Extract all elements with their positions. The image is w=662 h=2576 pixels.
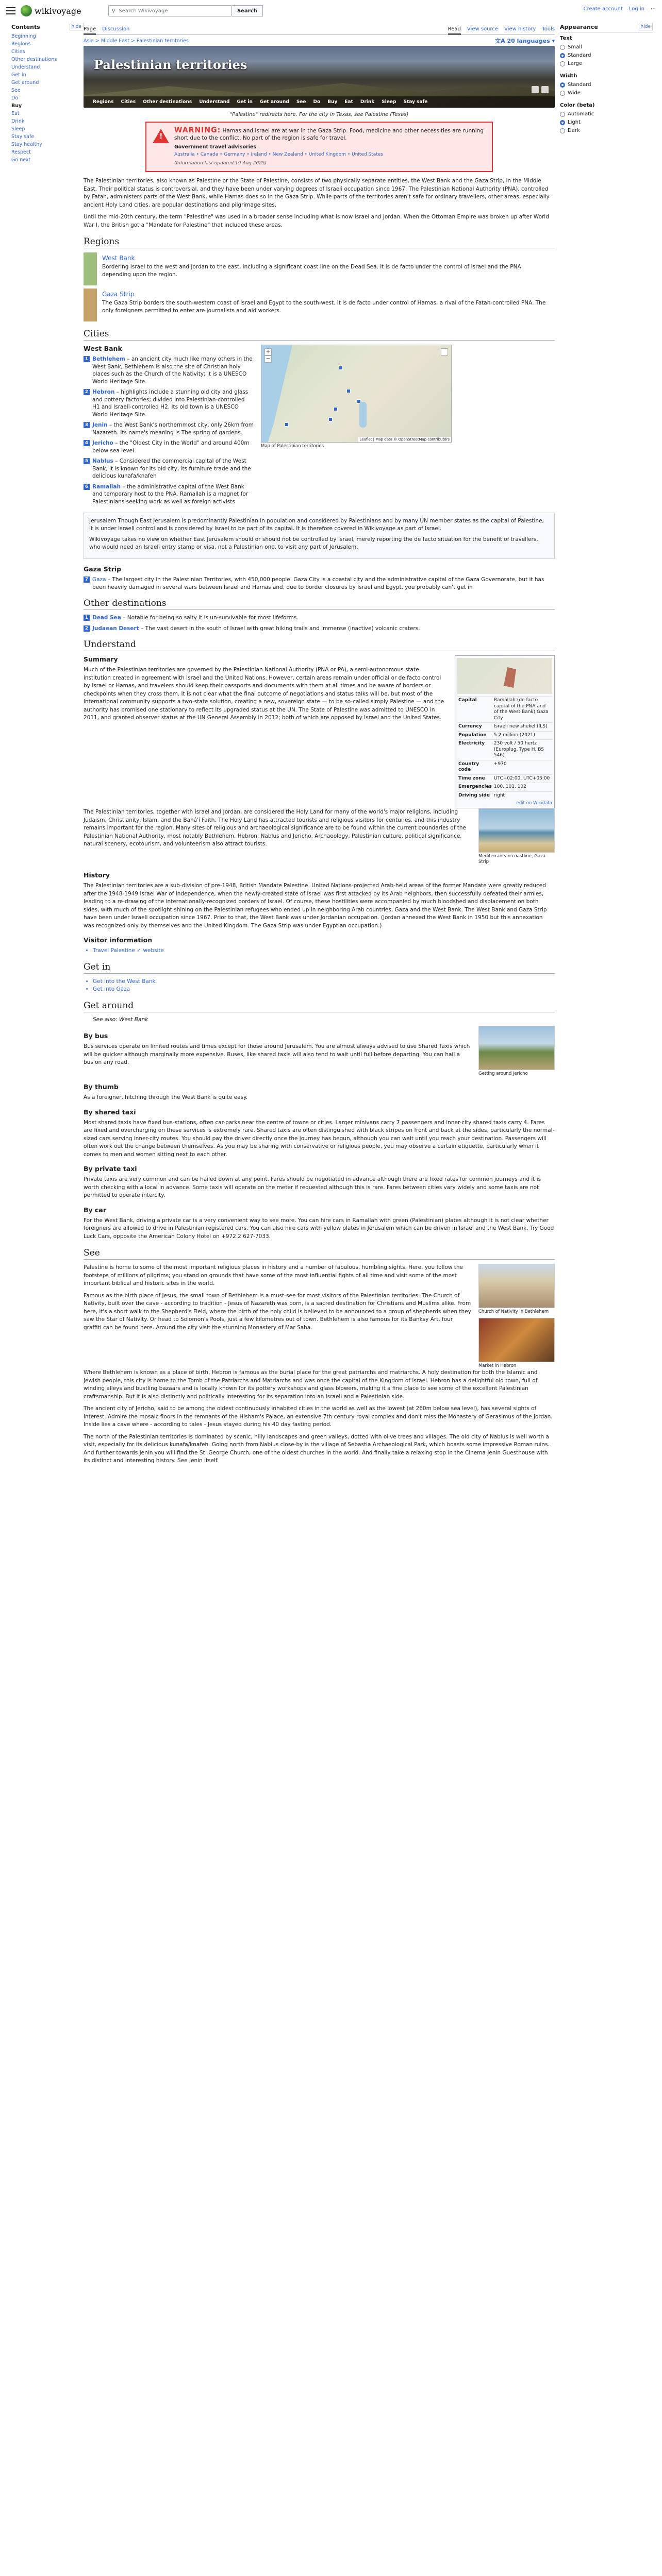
toc-item[interactable]: Stay safe: [11, 134, 35, 140]
infobox-row: [457, 731, 552, 740]
radio-label: Standard: [568, 82, 591, 88]
list-item: [84, 457, 254, 480]
list-item-body: [92, 614, 299, 622]
region-link[interactable]: Gaza Strip: [102, 291, 135, 298]
by-thumb-paragraph: As a foreigner, hitching through the West Bank is quite easy.: [84, 1094, 248, 1100]
visitor-info-heading: Visitor information: [84, 936, 153, 944]
get-in-list: [84, 978, 555, 993]
infobox-row: [457, 697, 552, 723]
region-text: [97, 252, 555, 285]
radio-option[interactable]: [560, 89, 653, 97]
infobox-row: [457, 791, 552, 800]
get-around-heading: Get around: [84, 1001, 555, 1012]
photos-see: [478, 1264, 555, 1369]
marker-number: 2: [84, 389, 90, 395]
share-icon[interactable]: [541, 86, 549, 93]
tab-page[interactable]: Page: [84, 26, 96, 35]
photo-gaza: [478, 808, 555, 865]
banner-nav-item[interactable]: Eat: [344, 99, 353, 105]
site-name: wikivoyage: [35, 6, 81, 16]
see-paragraph: The north of the Palestinian territories is dominated by scenic, hilly landscapes and green valleys, dotted with olive trees and villages. The old city of Nablus is well worth a visit, especially for its delicious kunafa/knafeh. Going north from Nablus close-by is the village of Sebastia Archaeological Park, which boasts some impressive Roman ruins. And further towards Jenin you will find the St. George Church, one of the oldest churches in the world. And finally take a relaxing stop in the Cinema Jenin Guesthouse with its distinct and interesting history. See Jenin itself.: [84, 1433, 550, 1464]
intro-paragraph: The Palestinian territories, also known as Palestine or the State of Palestine, consists of two physically separate entities, the West Bank and the Gaza Strip, in the Middle East. Their political status is controversial, and they have been under varying degrees of Israeli occupation since 1967. The Palestinian National Authority (PNA), controlled by Fatah, administers parts of the West Bank, while Hamas does so in the Gaza Strip. While parts of the territories aren't safe for ordinary travellers, other areas, especially ancient Holy Land cities, are popular destinations and pilgrimage sites.: [84, 178, 550, 208]
city-text: – highlights include a stunning old city and glass and pottery factories; divided into Palestinian-controlled H1 and Israeli-controlled H2. Its old town is a UNESCO World Heritage Site.: [92, 389, 249, 418]
zoom-out-button[interactable]: −: [264, 355, 272, 363]
marker-number: 7: [84, 577, 90, 583]
banner-nav-item[interactable]: Other destinations: [143, 99, 192, 105]
infobox-row: [457, 774, 552, 783]
toc-item[interactable]: Sleep: [11, 126, 25, 132]
locator-map: [457, 658, 552, 694]
list-item[interactable]: • Get into Gaza: [93, 986, 555, 993]
region-description: Bordering Israel to the west and Jordan to the east, including a significant coast line on the Dead Sea. It is de facto under the control of Israel and the PNA depending upon the region.: [102, 264, 521, 278]
region-item: [84, 289, 555, 321]
city-link[interactable]: Hebron: [92, 389, 115, 395]
infobox-row: [457, 760, 552, 774]
infobox-value: UTC+02:00, UTC+03:00: [493, 774, 552, 783]
history-heading: History: [84, 871, 110, 879]
radio-label: Dark: [568, 128, 580, 133]
map-marker[interactable]: [346, 389, 351, 393]
languages-label: 20 languages: [507, 37, 550, 44]
region-color-swatch: [84, 252, 97, 285]
tab-tools[interactable]: Tools: [542, 26, 555, 32]
toc-item[interactable]: Get around: [11, 80, 39, 86]
intro-paragraph: Until the mid-20th century, the term "Palestine" was used in a broader sense including what is now Israel and Jordan. When the Ottoman Empire was broken up after World War I, the British got a "Mandate for Palestine" that included these areas.: [84, 214, 549, 228]
appearance-hide-button[interactable]: hide: [639, 24, 653, 30]
infobox-key: Time zone: [457, 774, 493, 783]
city-link[interactable]: Nablus: [92, 458, 113, 464]
by-car-paragraph: For the West Bank, driving a private car is a very convenient way to see more. You can hire cars in Ramallah with green (Palestinian) plates although it is not clear whether foreigners are allowed to drive in Palestinian registered cars. You can also hire cars with yellow plates in Jerusalem which can be driven in Israel and the West Bank. Try Good Luck Cars, opposite the American Colony Hotel on +972 2 627-7033.: [84, 1217, 554, 1240]
gaza-cities: [84, 576, 555, 591]
infobox-key: Driving side: [457, 791, 493, 800]
church-nativity-image[interactable]: [478, 1264, 555, 1308]
map-marker[interactable]: [328, 417, 333, 421]
toc-item[interactable]: Do: [11, 95, 19, 101]
cities-heading: Cities: [84, 329, 555, 341]
by-shared-taxi-paragraph: Most shared taxis have fixed bus-stations, often car-parks near the centre of towns or cities. Larger minivans carry 7 passengers and inner-city shared taxis carry 4. Fares are fixed and overcharging on these services is extremely rare. Shared taxis are often distinguished with black stripes on front and back at the sides, particularly the normal-sized cars serving inner-city routes. You should pay the driver directly once the journey has begun, although you can wait until you reach your destination. Passengers will often work out the change between themselves. As you may be sharing with conservative or religious people, you may observe a certain etiquette, particularly when it comes to men and women sitting next to each other.: [84, 1119, 555, 1158]
tab-discussion[interactable]: Discussion: [102, 26, 130, 32]
banner-nav: [84, 96, 555, 108]
tabs-right: [448, 26, 555, 35]
create-account-link[interactable]: Create account: [583, 6, 623, 12]
gov-advisories-title: Government travel advisories: [174, 144, 257, 150]
city-text: – the administrative capital of the West Bank and temporary host to the PNA. Ramallah is a magnet for Palestinians seeking work as well as foreign activists: [92, 483, 249, 505]
city-text: – the "Oldest City in the World" and around 400m below sea level: [92, 440, 250, 454]
list-item: [84, 439, 254, 454]
toc-title-text: Contents: [11, 24, 40, 30]
toc-item[interactable]: Go next: [11, 157, 31, 163]
tab-read[interactable]: Read: [448, 26, 461, 35]
see-heading: See: [84, 1248, 555, 1260]
infobox-key: Population: [457, 731, 493, 740]
hatnote: "Palestine" redirects here. For the city in Texas, see Palestine (Texas): [229, 112, 409, 117]
hebron-market-image[interactable]: [478, 1318, 555, 1362]
user-links: [584, 6, 656, 12]
site-logo[interactable]: [21, 5, 93, 16]
list-item: [84, 355, 254, 385]
banner-nav-item[interactable]: Get in: [237, 99, 253, 105]
banner-nav-item[interactable]: See: [296, 99, 306, 105]
appearance-title-text: Appearance: [560, 24, 598, 30]
list-item-body: [92, 421, 254, 436]
marker-number: 1: [84, 615, 90, 621]
banner-nav-item[interactable]: Buy: [327, 99, 338, 105]
banner-nav-item[interactable]: Do: [313, 99, 321, 105]
jerusalem-note-text: Wikivoyage takes no view on whether East Jerusalem should or should not be controlled by Israel, merely reporting the de facto situation for the benefit of travellers, who would need an Israeli entry stamp or visa, not a Palestinian one, to visit any part of Jerusalem.: [89, 536, 538, 550]
toc-hide-button[interactable]: hide: [70, 24, 84, 30]
banner-nav-item[interactable]: Sleep: [382, 99, 396, 105]
infobox-key: Currency: [457, 723, 493, 732]
get-in-heading: Get in: [84, 962, 555, 974]
page-tabs: [84, 24, 555, 35]
list-item-body: [92, 483, 254, 506]
appearance-panel: [560, 24, 653, 140]
warning-icon: [153, 129, 169, 143]
list-item: [84, 483, 254, 506]
map-icon[interactable]: [532, 86, 539, 93]
infobox-value: +970: [493, 760, 552, 774]
edit-wikidata-link[interactable]: edit on Wikidata: [516, 801, 552, 806]
site-header: [0, 0, 662, 22]
by-thumb-heading: By thumb: [84, 1083, 119, 1091]
region-map[interactable]: [261, 345, 452, 443]
city-text: – Considered the commercial capital of the West Bank, it is known for its old city, its furniture trade and the delicious kunafa/knafeh: [92, 458, 251, 479]
toc-item[interactable]: Get in: [11, 72, 26, 78]
banner-nav-item[interactable]: Get around: [259, 99, 289, 105]
toc-item[interactable]: Other destinations: [11, 57, 57, 62]
page-banner: [84, 46, 555, 108]
city-link[interactable]: Jericho: [92, 440, 113, 446]
list-item-body: [92, 388, 254, 418]
see-paragraph: Palestine is home to some of the most important religious places in history and a number of fabulous, humbling sights. Here, you follow the footsteps of millions of pilgrims; you stand on grounds that have some of the most influential fights of all time and visit some of the most important biblical and historic sites in the world.: [84, 1264, 463, 1286]
marker-number: 6: [84, 484, 90, 490]
city-link[interactable]: Ramallah: [92, 483, 121, 490]
log-in-link[interactable]: Log in: [628, 6, 644, 12]
west-bank-heading: West Bank: [84, 345, 122, 352]
toc-item[interactable]: Regions: [11, 41, 31, 47]
radio-label: Standard: [568, 53, 591, 58]
tabs-left: [84, 26, 129, 35]
wikivoyage-globe-icon: [21, 5, 32, 16]
other-destinations-list: [84, 614, 555, 632]
radio-label: Wide: [568, 90, 581, 96]
map-zoom: [264, 348, 272, 363]
photo-caption: Market in Hebron: [478, 1363, 517, 1368]
list-item: [84, 388, 254, 418]
regions-heading: Regions: [84, 236, 555, 248]
marker-number: 4: [84, 440, 90, 446]
map-marker[interactable]: [285, 422, 289, 427]
city-text: – Notable for being so salty it is un-survivable for most lifeforms.: [123, 615, 299, 621]
search-form: [108, 5, 263, 16]
jericho-image[interactable]: [478, 1026, 555, 1070]
city-text: – The vast desert in the south of Israel with great hiking trails and immense (inactive) volcanic craters.: [141, 625, 420, 632]
gov-advisories-list[interactable]: Australia • Canada • Germany • Ireland • New Zealand • United Kingdom • United States: [174, 152, 384, 157]
toc-list: [11, 32, 84, 164]
photo-caption: Church of Nativity in Bethlehem: [478, 1309, 549, 1314]
infobox-table: [457, 696, 552, 800]
banner-nav-item[interactable]: Regions: [93, 99, 114, 105]
radio-button[interactable]: [560, 91, 565, 96]
list-item: [84, 625, 555, 633]
menu-icon[interactable]: [6, 7, 15, 14]
group-title: Width: [560, 73, 577, 79]
toc-item[interactable]: Drink: [11, 118, 25, 124]
more-options-icon[interactable]: ⋯: [651, 6, 656, 12]
city-text: – an ancient city much like many others in the West Bank, Bethlehem is also the site of Christian holy places such as the Church of the Nativity; it is a UNESCO World Heritage Site.: [92, 356, 253, 385]
list-item: [84, 421, 254, 436]
see-paragraph: Where Bethlehem is known as a place of birth, Hebron is famous as the burial place for the great patriarchs and matriarchs. A holy destination for both the Islamic and Jewish people, this city is home to the Tomb of the Patriarchs and Matriarchs and was once the capital of the Kingdom of Israel. Hebron has a delightful old town, full of winding alleys and bustling bazaars and is locally known for its pottery workshops and glass blowers, making it a fine place to see some of the excellent Palestinian craftsmanship. But it is also distinctly and politically interesting for its separation into an Israeli and a Palestinian side.: [84, 1369, 538, 1400]
radio-label: Light: [568, 120, 581, 125]
country-infobox: [455, 655, 555, 808]
infobox-key: Electricity: [457, 740, 493, 760]
infobox-value: Ramallah (de facto capital of the PNA and of the West Bank) Gaza City: [493, 697, 552, 723]
region-item: [84, 252, 555, 285]
group-title: Color (beta): [560, 103, 595, 108]
radio-button[interactable]: [560, 45, 565, 50]
infobox-value: 230 volt / 50 hertz (Europlug, Type H, BS 546): [493, 740, 552, 760]
regions-list: [84, 252, 555, 321]
infobox-key: Emergencies: [457, 783, 493, 792]
warning-label: WARNING:: [174, 126, 221, 134]
banner-nav-item[interactable]: Stay safe: [403, 99, 428, 105]
breadcrumb[interactable]: Asia > Middle East > Palestinian territories: [84, 38, 189, 44]
page-title: Palestinian territories: [94, 57, 247, 72]
by-private-taxi-paragraph: Private taxis are very common and can be hailed down at any point. Fares should be negotiated in advance although there are fixed rates for common journeys and it is worth checking with a local in advance. Some taxis will operate on the meter if requested although this is rare. Fares between cities vary widely and some taxis are not permitted to operate intercity.: [84, 1176, 541, 1198]
list-item[interactable]: • Get into the West Bank: [93, 978, 555, 986]
radio-button[interactable]: [560, 53, 565, 58]
infobox-key: Capital: [457, 697, 493, 723]
map-marker[interactable]: [357, 399, 361, 403]
map-dead-sea: [359, 402, 367, 428]
see-paragraph: Famous as the birth place of Jesus, the small town of Bethlehem is a must-see for most visitors of the Palestinian territories. The Church of Nativity, built over the cave - according to tradition - Jesus of Nazareth was born, is a sacred destination for Christians and Muslims alike. From here, it's a short walk to the Shepherd's Field, where the birth of the holy child is believed to be announced to a group of shepherds when they saw the Star of Nativity. Or head to Solomon's Pools, just a few kilometres out of town. Bethlehem is also famous for its Banksy Art, four graffiti can be found here. Around the city visit the stunning Monastery of Mar Saba.: [84, 1292, 471, 1331]
see-paragraph: The ancient city of Jericho, said to be among the oldest continuously inhabited cities in the world as well as the lowest (at 260m below sea level), has several sights of interest. Admire the mosaic floors in the remnants of the Hisham's Palace, an extensive 7th century royal complex and don't miss the Monastery of Gerasimus of the Jordan. Inside lies a cave where - according to tales - Jesus stayed during his 40 day fasting period.: [84, 1405, 553, 1428]
city-link[interactable]: Gaza: [92, 577, 106, 583]
list-item: [84, 576, 555, 591]
radio-button[interactable]: [560, 120, 565, 125]
search-button[interactable]: Search: [232, 5, 263, 16]
understand-heading: Understand: [84, 639, 555, 651]
search-icon: ⚲: [112, 8, 116, 14]
map-caption: Map of Palestinian territories: [261, 444, 324, 449]
appearance-title: [560, 24, 653, 32]
toc-item[interactable]: Buy: [11, 103, 22, 109]
by-bus-paragraph: Bus services operate on limited routes and times except for those around Jerusalem. You are almost always advised to use Shared Taxis which will be quicker although marginally more expensive. Buses, like shared taxis will also tend to wait until full before departing. You can hail a bus on any road.: [84, 1043, 470, 1065]
by-bus-heading: By bus: [84, 1032, 108, 1040]
city-text: – the West Bank's northernmost city, only 26km from Nazareth. Its name's meaning is The spring of gardens.: [92, 422, 254, 436]
radio-button[interactable]: [560, 61, 565, 66]
jerusalem-note: [84, 513, 555, 559]
languages-button[interactable]: 文A 20 languages ▾: [495, 37, 555, 44]
list-item-body: [92, 439, 254, 454]
tab-view-source[interactable]: View source: [467, 26, 499, 32]
radio-label: Large: [568, 61, 583, 66]
list-item: [84, 614, 555, 622]
toc-item[interactable]: Cities: [11, 49, 25, 55]
infobox-value: right: [493, 791, 552, 800]
toc-item[interactable]: Stay healthy: [11, 142, 42, 147]
map-marker[interactable]: [334, 407, 338, 411]
region-link[interactable]: West Bank: [102, 255, 135, 262]
radio-option[interactable]: [560, 60, 653, 68]
map-attribution: Leaflet | Map data © OpenStreetMap contributors: [358, 437, 451, 442]
toc-item[interactable]: Beginning: [11, 33, 36, 39]
photo-jericho: [478, 1026, 555, 1077]
toc-item[interactable]: Eat: [11, 111, 20, 116]
radio-option[interactable]: [560, 110, 653, 118]
summary-paragraph: Much of the Palestinian territories are governed by the Palestinian National Authority (PNA or PA), a semi-autonomous state institution created in agreement with Israel and the United Nations. However, certain areas remain under official or de facto control by Israel or Hamas, and travelers should keep their passports and documents with them at all times and be aware of borders or checkpoints when they cross them. It is not clear what the final outcome of negotiations and status talks will be, but most of the international community supports a two-state solution, creating a new, sovereign state — to be so-called simply Palestine — and the authority has promised one stationary to reflect its upgraded status at the UN. The State of Palestine was admitted to UNESCO in 2011, and granted observer status at the UN General Assembly in 2012; both of which are opposed by Israel and the United States.: [84, 667, 444, 721]
toc-item[interactable]: Respect: [11, 149, 31, 155]
photo-caption: Mediterranean coastline, Gaza Strip: [478, 854, 545, 865]
banner-nav-item[interactable]: Drink: [360, 99, 375, 105]
toc-title: [11, 24, 84, 30]
banner-nav-item[interactable]: Cities: [121, 99, 136, 105]
marker-number: 5: [84, 458, 90, 464]
radio-label: Automatic: [568, 111, 594, 117]
text-size-group: [560, 36, 653, 68]
infobox-value: 5.2 million (2021): [493, 731, 552, 740]
fullscreen-icon[interactable]: [441, 348, 448, 355]
table-of-contents: [11, 24, 84, 164]
summary-paragraph: The Palestinian territories, together with Israel and Jordan, are considered the Holy Land for many of the world's major religions, including Judaism, Christianity, Islam, and the Bahá'í Faith. The Holy Land has attracted tourists and religious visitors for centuries, and this industry remains important for the region. Many sites of religious and archaeological significance are to be found within the current boundaries of the Palestinian National Authority, most notably Bethlehem, Hebron, Nablus and Jericho. Archaeology, Palestinian culture, political significance, natural scenery, ecotourism, and volunteerism also attract tourists.: [84, 809, 466, 847]
by-shared-taxi-heading: By shared taxi: [84, 1108, 136, 1116]
banner-icons: [532, 86, 549, 93]
list-item-body: [92, 625, 420, 633]
by-private-taxi-heading: By private taxi: [84, 1165, 137, 1173]
radio-option[interactable]: [560, 52, 653, 60]
infobox-row: [457, 723, 552, 732]
marker-number: 3: [84, 422, 90, 428]
city-link[interactable]: Jenin: [92, 422, 108, 428]
zoom-in-button[interactable]: +: [264, 348, 272, 355]
width-group: [560, 73, 653, 97]
region-description: The Gaza Strip borders the south-western coast of Israel and Egypt to the south-west. It is de facto under control of Hamas, a rival of the Fatah-controlled PNA. The only foreigners permitted to enter are journalists and aid workers.: [102, 300, 546, 314]
city-link[interactable]: Bethlehem: [92, 356, 125, 362]
region-text: [97, 289, 555, 321]
infobox-value: 100, 101, 102: [493, 783, 552, 792]
west-bank-cities: [84, 355, 254, 505]
photo-caption: Getting around Jericho: [478, 1071, 528, 1076]
infobox-row: [457, 783, 552, 792]
summary-heading: Summary: [84, 655, 118, 663]
infobox-value: Israeli new shekel (ILS): [493, 723, 552, 732]
search-placeholder: Search Wikivoyage: [119, 8, 168, 14]
other-destinations-heading: Other destinations: [84, 598, 555, 610]
warning-updated: (Information last updated 19 Aug 2025): [174, 161, 267, 166]
warning-text: Hamas and Israel are at war in the Gaza Strip. Food, medicine and other necessities are running short due to the conflict. No part of the region is safe for travel.: [174, 128, 484, 141]
toc-item[interactable]: See: [11, 88, 21, 93]
region-color-swatch: [84, 289, 97, 321]
city-text: – The largest city in the Palestinian Territories, with 450,000 people. Gaza City is a coastal city and the administrative capital of the Gaza Governorate, but it has been heavily damaged in several wars between Israel and Hamas and, due to border closures by Israel and Egypt, you probably can't get in: [92, 577, 544, 590]
city-link[interactable]: Judaean Desert: [92, 625, 139, 632]
group-title: Text: [560, 36, 572, 41]
city-link[interactable]: Dead Sea: [92, 615, 121, 621]
radio-button[interactable]: [560, 82, 565, 88]
list-item-body: [92, 457, 254, 480]
marker-number: 1: [84, 356, 90, 362]
visitor-info-list: [84, 947, 555, 955]
radio-button[interactable]: [560, 112, 565, 117]
infobox-row: [457, 740, 552, 760]
infobox-key: Country code: [457, 760, 493, 774]
search-input[interactable]: [108, 5, 232, 16]
list-item-body: [92, 355, 254, 385]
see-also-note: See also: West Bank: [93, 1016, 148, 1023]
radio-option[interactable]: [560, 43, 653, 52]
tab-view-history[interactable]: View history: [504, 26, 536, 32]
color-group: [560, 103, 653, 135]
history-paragraph: The Palestinian territories are a sub-division of pre-1948, British Mandate Palestine. United Nations-projected Arab-held areas of the former Mandate were greatly reduced after the 1948-1949 Israel War of Independence, when the newly-created state of Israel was first attacked by its Arab neighbors, then successfully defeated their armies, leading to a re-drawing of the internationally-recognized borders of Israel. Of course, these hostilities were accompanied by much bloodshed and displacement on both sides, with much of the spotlight shining on the Palestinian refugees who ended up in neighboring Arab countries, Gaza and the West Bank. The West Bank and Gaza Strip have been under Israeli occupation since 1967. Prior to that, the West Bank was under Jordanian occupation. (Jordan annexed the West Bank in 1950 but this annexation was recognized only by themselves and the United Kingdom. The Gaza Strip was under Egyptian occupation.): [84, 883, 547, 929]
banner-nav-item[interactable]: Understand: [199, 99, 230, 105]
main-content: [84, 24, 555, 1469]
radio-option[interactable]: [560, 81, 653, 89]
radio-label: Small: [568, 44, 582, 50]
radio-option[interactable]: [560, 127, 653, 135]
radio-button[interactable]: [560, 128, 565, 133]
radio-option[interactable]: [560, 118, 653, 127]
gaza-coast-image[interactable]: [478, 808, 555, 853]
list-item[interactable]: • Travel Palestine ✓ website: [93, 947, 555, 955]
map-marker[interactable]: [339, 366, 343, 370]
gaza-heading: Gaza Strip: [84, 565, 122, 573]
warning-box: [145, 122, 493, 172]
jerusalem-note-text: Jerusalem Though East Jerusalem is predominantly Palestinian in population and considered by Palestinians and by many UN member states as the capital of Palestine, it is under Israeli control and is considered by Israel to be part of its capital. It is therefore covered in Wikivoyage as part of Israel.: [89, 518, 544, 532]
by-car-heading: By car: [84, 1206, 107, 1214]
toc-item[interactable]: Understand: [11, 64, 40, 70]
marker-number: 2: [84, 625, 90, 632]
